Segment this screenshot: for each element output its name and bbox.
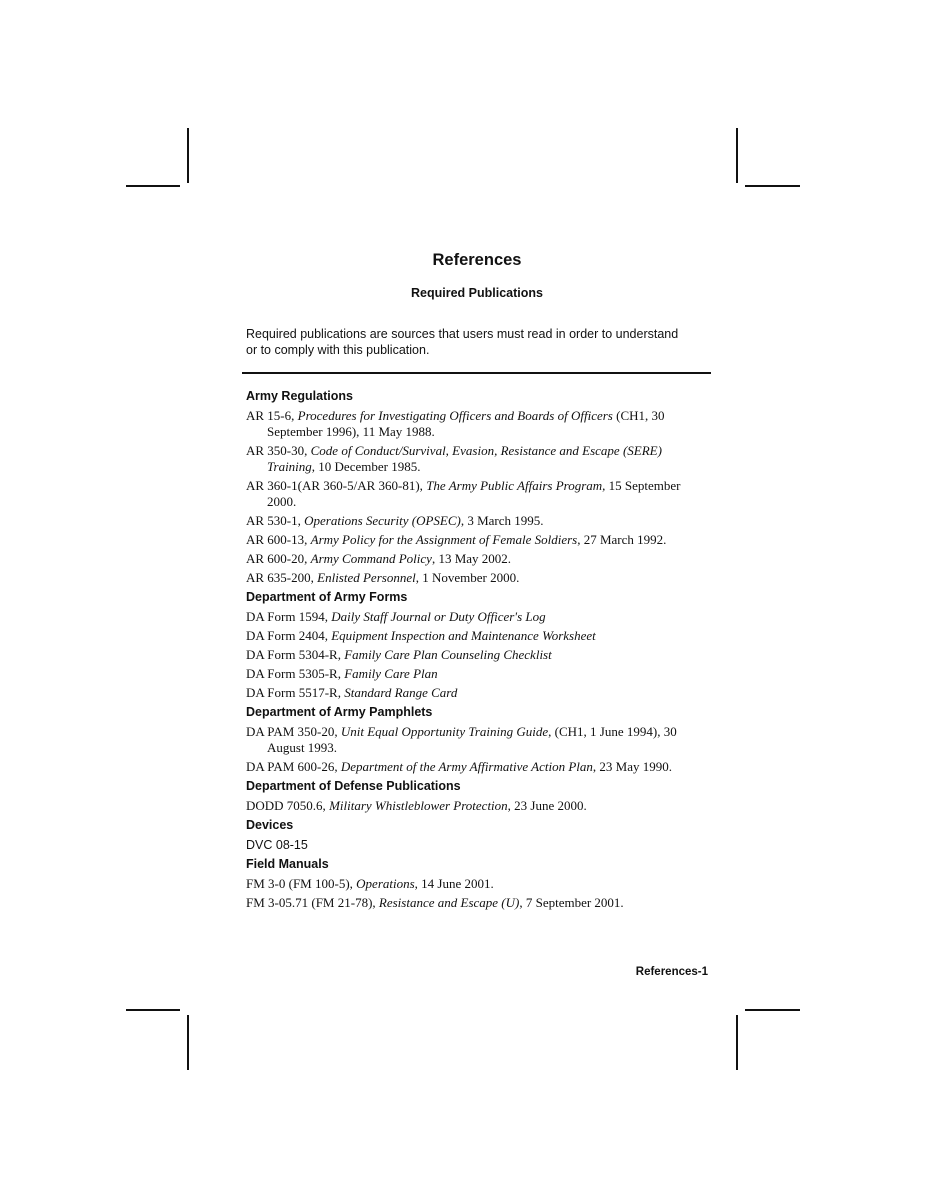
reference-entry <box>246 647 710 663</box>
reference-date: , (CH1, 1 June 1994), 30 August 1993. <box>267 724 677 755</box>
reference-date: (CH1, 30 September 1996), 11 May 1988. <box>267 408 665 439</box>
reference-number: AR 360-1(AR 360-5/AR 360-81), <box>246 478 427 493</box>
reference-date: , 23 June 2000. <box>507 798 587 813</box>
reference-number: DA PAM 600-26, <box>246 759 341 774</box>
reference-title: Family Care Plan Counseling Checklist <box>344 647 552 662</box>
reference-number: DA Form 2404, <box>246 628 332 643</box>
reference-number: DA Form 1594, <box>246 609 332 624</box>
crop-mark-top-right-vertical <box>736 128 738 183</box>
reference-date: 15 September 2000. <box>267 478 681 509</box>
reference-date: , 7 September 2001. <box>519 895 624 910</box>
reference-entry <box>246 628 710 644</box>
reference-date: , 1 November 2000. <box>415 570 520 585</box>
reference-title: The Army Public Affairs Program, <box>426 478 606 493</box>
reference-entry <box>246 798 710 814</box>
page-number: References-1 <box>635 966 708 978</box>
section-heading: Army Regulations <box>246 389 353 403</box>
reference-entry <box>246 685 710 701</box>
reference-number: DA Form 5304-R, <box>246 647 345 662</box>
reference-entry: DVC 08-15 <box>246 838 308 852</box>
section-heading: Department of Army Pamphlets <box>246 705 433 719</box>
reference-number: AR 530-1, <box>246 513 305 528</box>
reference-date: , 23 May 1990. <box>592 759 672 774</box>
reference-number: DODD 7050.6, <box>246 798 330 813</box>
crop-mark-bottom-right-vertical <box>736 1015 738 1070</box>
reference-title: Procedures for Investigating Officers and Boards of Officers <box>297 408 613 423</box>
reference-number: AR 15-6, <box>246 408 298 423</box>
crop-mark-top-left-vertical <box>187 128 189 183</box>
reference-title: Family Care Plan <box>344 666 438 681</box>
reference-date: , 14 June 2001. <box>414 876 494 891</box>
section-heading: Field Manuals <box>246 857 329 871</box>
reference-title: Army Command Policy <box>310 551 432 566</box>
reference-title: Department of the Army Affirmative Action Plan <box>340 759 593 774</box>
section-divider <box>242 372 711 374</box>
reference-title: Unit Equal Opportunity Training Guide <box>340 724 549 739</box>
reference-entry <box>246 724 710 756</box>
reference-title: Army Policy for the Assignment of Female Soldiers <box>310 532 578 547</box>
reference-entry <box>246 609 710 625</box>
reference-number: AR 350-30, <box>246 443 311 458</box>
reference-number: AR 600-20, <box>246 551 311 566</box>
section-heading: Department of Defense Publications <box>246 779 461 793</box>
crop-mark-top-left-horizontal <box>126 185 180 187</box>
reference-entry <box>246 666 710 682</box>
reference-title: Operations Security (OPSEC) <box>304 513 461 528</box>
reference-entry <box>246 551 710 567</box>
reference-entry <box>246 513 710 529</box>
reference-entry <box>246 895 710 911</box>
reference-date: , 13 May 2002. <box>431 551 512 566</box>
reference-number: DA Form 5517-R, <box>246 685 345 700</box>
crop-mark-bottom-left-horizontal <box>126 1009 180 1011</box>
intro-paragraph: Required publications are sources that users must read in order to understand or to comply with this publication. <box>246 327 679 357</box>
reference-title: Enlisted Personnel <box>317 570 416 585</box>
reference-number: DA Form 5305-R, <box>246 666 345 681</box>
reference-list <box>246 388 710 914</box>
crop-mark-bottom-left-vertical <box>187 1015 189 1070</box>
reference-date: , 10 December 1985. <box>311 459 421 474</box>
reference-date: , 27 March 1992. <box>577 532 667 547</box>
page-title: References <box>432 251 522 269</box>
reference-title: Military Whistleblower Protection <box>329 798 508 813</box>
reference-entry <box>246 408 710 440</box>
reference-entry <box>246 570 710 586</box>
reference-entry <box>246 478 710 510</box>
reference-number: FM 3-05.71 (FM 21-78), <box>246 895 379 910</box>
reference-date: , 3 March 1995. <box>460 513 544 528</box>
crop-mark-top-right-horizontal <box>745 185 800 187</box>
reference-entry <box>246 876 710 892</box>
section-heading: Devices <box>246 818 294 832</box>
reference-title: Standard Range Card <box>344 685 458 700</box>
section-heading: Department of Army Forms <box>246 590 408 604</box>
reference-entry <box>246 443 710 475</box>
reference-number: AR 635-200, <box>246 570 318 585</box>
reference-number: DA PAM 350-20, <box>246 724 341 739</box>
reference-number: FM 3-0 (FM 100-5), <box>246 876 357 891</box>
reference-title: Resistance and Escape (U) <box>378 895 520 910</box>
reference-title: Code of Conduct/Survival, Evasion, Resistance and Escape (SERE) Training <box>267 443 662 474</box>
reference-title: Equipment Inspection and Maintenance Worksheet <box>331 628 596 643</box>
reference-entry <box>246 759 710 775</box>
reference-title: Daily Staff Journal or Duty Officer's Log <box>331 609 546 624</box>
reference-entry <box>246 532 710 548</box>
reference-number: AR 600-13, <box>246 532 311 547</box>
crop-mark-bottom-right-horizontal <box>745 1009 800 1011</box>
page-subtitle: Required Publications <box>411 286 543 300</box>
reference-title: Operations <box>356 876 415 891</box>
